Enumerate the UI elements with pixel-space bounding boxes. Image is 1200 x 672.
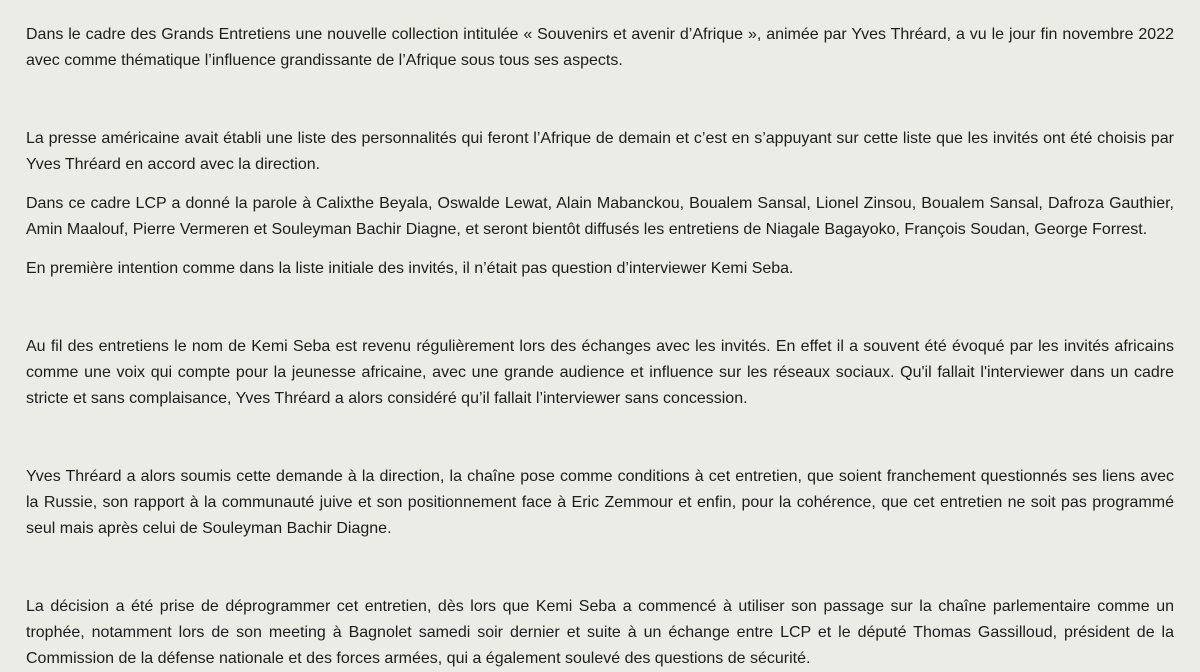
paragraph-initial-intention: En première intention comme dans la liste initiale des invités, il n’était pas question d’interviewer Kemi Seba. bbox=[26, 260, 794, 277]
paragraph-intro: Dans le cadre des Grands Entretiens une nouvelle collection intitulée « Souvenirs et avenir d’Afrique », animée par Yves Thréard, a vu le jour fin novembre 2022 avec comme thématique l’influence grandissante de l’Afrique sous tous ses aspects. bbox=[26, 26, 1174, 69]
paragraph-decision: La décision a été prise de déprogrammer cet entretien, dès lors que Kemi Seba a commencé à utiliser son passage sur la chaîne parlementaire comme un trophée, notamment lors de son meeting à Bagnolet samedi soir dernier et suite à un échange entre LCP et le député Thomas Gassilloud, président de la Commission de la défense nationale et des forces armées, qui a également soulevé des questions de sécurité. bbox=[26, 598, 1174, 667]
paragraph-kemi-seba-mentions: Au fil des entretiens le nom de Kemi Seba est revenu régulièrement lors des échanges avec les invités. En effet il a souvent été évoqué par les invités africains comme une voix qui compte pour la jeunesse africaine, avec une grande audience et influence sur les réseaux sociaux. Qu'il fallait l'interviewer dans un cadre stricte et sans complaisance, Yves Thréard a alors considéré qu’il fallait l’interviewer sans concession. bbox=[26, 338, 1174, 407]
paragraph-guest-list: Dans ce cadre LCP a donné la parole à Calixthe Beyala, Oswalde Lewat, Alain Mabanckou, Boualem Sansal, Lionel Zinsou, Boualem Sansal, Dafroza Gauthier, Amin Maalouf, Pierre Vermeren et Souleyman Bachir Diagne, et seront bientôt diffusés les entretiens de Niagale Bagayoko, François Soudan, George Forrest. bbox=[26, 195, 1174, 238]
paragraph-guest-selection: La presse américaine avait établi une liste des personnalités qui feront l’Afrique de demain et c’est en s’appuyant sur cette liste que les invités ont été choisis par Yves Thréard en accord avec la direction. bbox=[26, 130, 1174, 173]
paragraph-conditions: Yves Thréard a alors soumis cette demande à la direction, la chaîne pose comme conditions à cet entretien, que soient franchement questionnés ses liens avec la Russie, son rapport à la communauté juive et son positionnement face à Eric Zemmour et enfin, pour la cohérence, que cet entretien ne soit pas programmé seul mais après celui de Souleyman Bachir Diagne. bbox=[26, 468, 1174, 537]
